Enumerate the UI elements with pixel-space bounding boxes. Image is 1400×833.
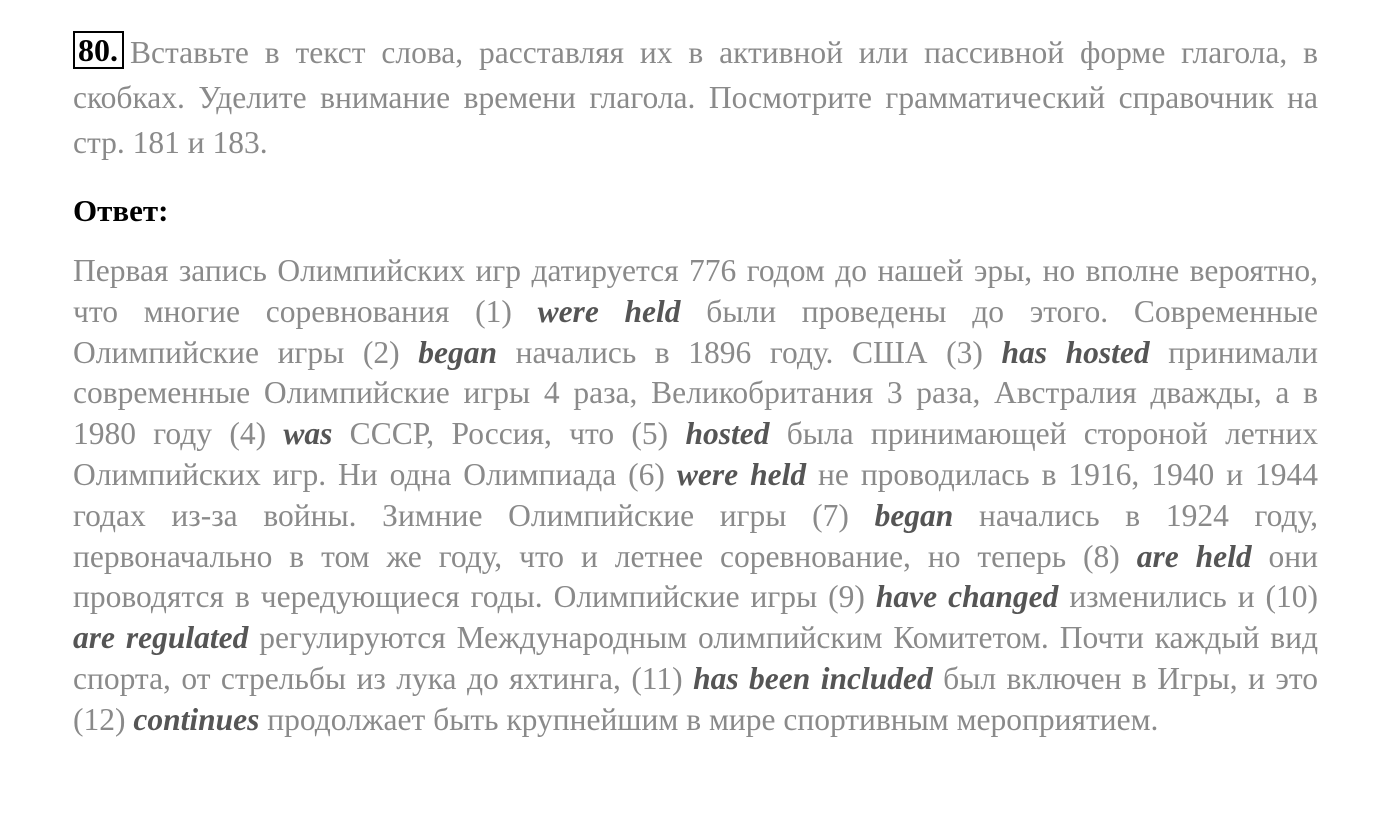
task-number-badge: 80. — [73, 31, 124, 69]
answer-text-segment: начались в 1924 году, первоначально в том же году, что и летнее соревнование, но теперь (8) — [73, 497, 1319, 574]
answer-text-segment: они проводятся в чередующиеся годы. Олимпийские игры (9) — [73, 538, 1319, 615]
task-text: Вставьте в текст слова, расставляя их в активной или пассивной форме глагола, в скобках. Уделите внимание времени глагола. Посмотрите грамматический справочник на стр. 181 и 183. — [73, 35, 1318, 160]
answer-verb: began — [874, 497, 954, 533]
answer-verb: are held — [1136, 538, 1252, 574]
answer-verb: were held — [676, 456, 807, 492]
answer-text-segment: принимали современные Олимпийские игры 4 раза, Великобритания 3 раза, Австралия дважды, а в 1980 году (4) — [73, 334, 1318, 452]
answer-verb: has been included — [693, 660, 933, 696]
answer-text-segment: СССР, Россия, что (5) — [332, 416, 686, 452]
answer-text-segment: Первая запись Олимпийских игр датируется 776 годом до нашей эры, но вполне вероятно, что многие соревнования (1) — [73, 253, 1318, 329]
task-instruction — [73, 30, 1318, 165]
answer-paragraph — [73, 251, 1318, 741]
answer-verb: have changed — [875, 579, 1059, 615]
answer-verb: hosted — [685, 416, 770, 452]
answer-heading: Ответ: — [73, 193, 169, 228]
answer-text-segment: регулируются Международным олимпийским Комитетом. Почти каждый вид спорта, от стрельбы из лука до яхтинга, (11) — [73, 620, 1318, 696]
answer-verb: continues — [133, 701, 260, 737]
answer-text-segment: были проведены до этого. Современные Олимпийские игры (2) — [73, 293, 1318, 370]
answer-text-segment: не проводилась в 1916, 1940 и 1944 годах из-за войны. Зимние Олимпийские игры (7) — [73, 456, 1319, 533]
answer-verb: began — [418, 334, 497, 370]
answer-verb: are regulated — [73, 620, 249, 656]
exercise-page — [73, 30, 1318, 741]
answer-text-segment: изменились и (10) — [1058, 579, 1318, 615]
answer-verb: was — [283, 416, 333, 452]
answer-text-segment: продолжает быть крупнейшим в мире спортивным мероприятием. — [259, 701, 1159, 737]
answer-text-segment: был включен в Игры, и это (12) — [73, 660, 1319, 737]
answer-text-segment: была принимающей стороной летних Олимпийских игр. Ни одна Олимпиада (6) — [73, 416, 1318, 492]
answer-text-segment: начались в 1896 году. США (3) — [496, 334, 1002, 370]
answer-verb: has hosted — [1001, 334, 1150, 370]
answer-verb: were held — [537, 293, 681, 329]
